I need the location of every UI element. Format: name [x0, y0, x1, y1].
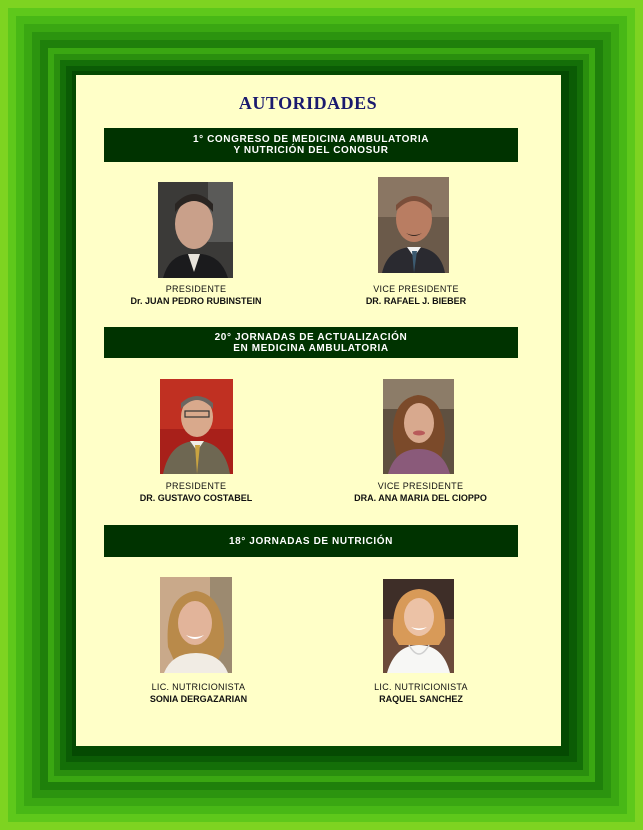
- portrait-woman-icon: [160, 577, 232, 673]
- banner-line: Y NUTRICIÓN DEL CONOSUR: [233, 145, 389, 156]
- person-name: SONIA DERGAZARIAN: [149, 694, 248, 704]
- person-name: DR. GUSTAVO COSTABEL: [139, 493, 253, 503]
- portrait-man-icon: [160, 379, 233, 474]
- person-name: Dr. JUAN PEDRO RUBINSTEIN: [130, 296, 262, 306]
- banner-line: 1° CONGRESO DE MEDICINA AMBULATORIA: [192, 134, 430, 145]
- section-banner-congreso: [104, 128, 518, 162]
- person-role: LIC. NUTRICIONISTA: [151, 682, 246, 692]
- portrait-photo: [378, 177, 449, 273]
- person-role: LIC. NUTRICIONISTA: [374, 682, 468, 692]
- portrait-photo: [158, 182, 233, 278]
- banner-line: EN MEDICINA AMBULATORIA: [233, 342, 389, 354]
- portrait-man-icon: [378, 177, 449, 273]
- person-name: RAQUEL SANCHEZ: [379, 694, 463, 704]
- portrait-man-icon: [158, 182, 233, 278]
- portrait-photo: [383, 379, 454, 474]
- portrait-photo: [383, 579, 454, 673]
- section-banner-jornadas-actualizacion: [104, 327, 518, 358]
- person-role: VICE PRESIDENTE: [377, 481, 464, 491]
- portrait-photo: [160, 577, 232, 673]
- banner-line: 20° JORNADAS DE ACTUALIZACIÓN: [214, 331, 408, 343]
- person-role: PRESIDENTE: [165, 481, 227, 491]
- portrait-woman-icon: [383, 379, 454, 474]
- content-panel: [76, 75, 561, 746]
- person-name: DRA. ANA MARIA DEL CIOPPO: [354, 493, 487, 503]
- banner-line: 18° JORNADAS DE NUTRICIÓN: [228, 535, 394, 547]
- person-name: DR. RAFAEL J. BIEBER: [365, 296, 467, 306]
- page-title: AUTORIDADES: [238, 93, 378, 113]
- person-role: PRESIDENTE: [165, 284, 227, 294]
- portrait-photo: [160, 379, 233, 474]
- portrait-woman-icon: [383, 579, 454, 673]
- person-role: VICE PRESIDENTE: [373, 284, 459, 294]
- section-banner-jornadas-nutricion: [104, 525, 518, 557]
